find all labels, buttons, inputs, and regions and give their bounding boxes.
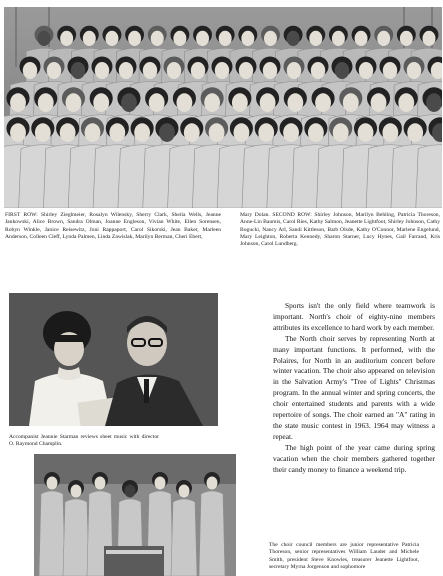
article-paragraph: The North choir serves by representing North at many important functions. It performed, with the Polaires, for North in an auditorium concert before winter vacation. The choir also appeared on television in the Salvation Army's "Tree of Lights" Christmas program. In the annual winter and spring concerts, the choir entertained students and parents with a wide repertoire of songs. The choir earned an "A" rating in the state music contest in 1963. 1964 may witness a repeat. <box>273 333 435 441</box>
choir-group-photo-art <box>4 7 442 208</box>
choir-council-photo-art <box>34 454 236 576</box>
group-caption-right: Mary Dolan. SECOND ROW: Shirley Johnson, Marilyn Behling, Patricia Thoreson, Anne-Lin Baumis, Carol Ries, Kathy Salmon, Jeanette Lightfoot, Shirley Johnson, Cathy Bogucki, Nancy Arl, Sandi Kittleson, Barb Olsde, Kathy O'Connor, Marlene Engelund, Mary Leighton, Roberta Kennedy, Sharon Starner, Lucy Hynes, Gail Farrand, Kris Johnson, Carol Lundberg. <box>240 212 440 248</box>
article-paragraph: Sports isn't the only field where teamwork is important. North's choir of eighty-nine members attributes its excellence to hard work by each member. <box>273 301 435 332</box>
council-caption: The choir council members are junior representative Patricia Thoreson, senior representatives William Lauder and Michele Smith, president Steve Knowles, treasurer Jeanette Lightfoot, secretary Myrna Jorgenson and sophomore <box>269 542 419 570</box>
accompanist-caption: Accompanist Jeannie Starman reviews sheet music with director O. Raymond Champlin. <box>9 434 159 448</box>
accompanist-photo-art <box>9 293 218 426</box>
article-paragraph: The high point of the year came during spring vacation when the choir members gathered together their candy money to finance a weekend trip. <box>273 442 435 474</box>
choir-article <box>273 301 435 476</box>
group-caption-left: FIRST ROW: Shirley Zieglmeier, Rosalyn Wilensky, Sherry Clark, Sheila Wells, Jeanne Jankowski, Alice Brown, Sandra Olman, Joanne Engleson, Vivian White, Ellen Sorensen, Robyn Winkle, Janice Reisewitz, Joni Rappaport, Carol Sikorski, Jean Baker, Marleen Anderson, Colleen Cleff, Lynda Palmen, Linda Zawislak, Marilyn Berman, Cheri Ebert, <box>5 212 221 240</box>
choir-group-photo <box>4 7 442 208</box>
accompanist-photo <box>9 293 218 426</box>
choir-council-photo <box>34 454 236 576</box>
